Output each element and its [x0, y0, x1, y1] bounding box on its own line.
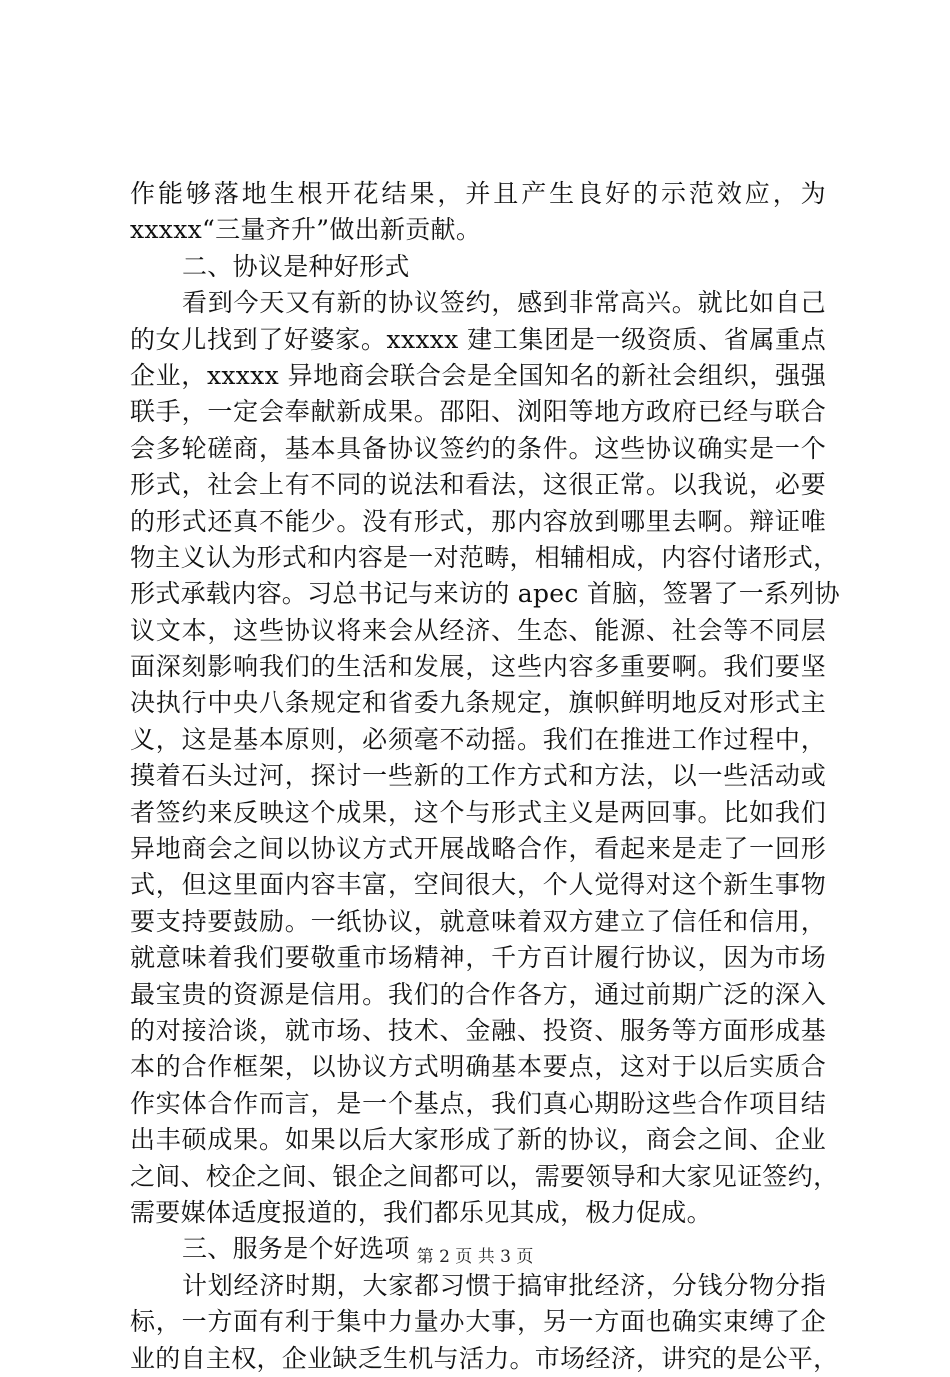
text-line: 形式，社会上有不同的说法和看法，这很正常。以我说，必要 [130, 470, 826, 500]
text-line: 作实体合作而言，是一个基点，我们真心期盼这些合作项目结 [130, 1088, 826, 1118]
text-line: 异地商会之间以协议方式开展战略合作，看起来是走了一回形 [130, 834, 826, 864]
text-line: 之间、校企之间、银企之间都可以，需要领导和大家见证签约， [130, 1161, 839, 1191]
text-line: 计划经济时期，大家都习惯于搞审批经济，分钱分物分指 [182, 1270, 826, 1300]
text-line: 看到今天又有新的协议签约，感到非常高兴。就比如自己 [182, 288, 826, 318]
text-line: 面深刻影响我们的生活和发展，这些内容多重要啊。我们要坚 [130, 652, 826, 682]
text-line: 业的自主权，企业缺乏生机与活力。市场经济，讲究的是公平， [130, 1343, 839, 1373]
text-line: 议文本，这些协议将来会从经济、生态、能源、社会等不同层 [130, 615, 826, 645]
text-line: 需要媒体适度报道的，我们都乐见其成，极力促成。 [130, 1197, 712, 1227]
text-line: 就意味着我们要敬重市场精神，千方百计履行协议，因为市场 [130, 943, 826, 973]
text-line: 摸着石头过河，探讨一些新的工作方式和方法，以一些活动或 [130, 761, 826, 791]
text-line: 形式承载内容。习总书记与来访的 apec 首脑，签署了一系列协 [130, 579, 840, 609]
text-line: 者签约来反映这个成果，这个与形式主义是两回事。比如我们 [130, 797, 826, 827]
text-line: 本的合作框架，以协议方式明确基本要点，这对于以后实质合 [130, 1052, 826, 1082]
text-line: 要支持要鼓励。一纸协议，就意味着双方建立了信任和信用， [130, 906, 826, 936]
text-line: 的形式还真不能少。没有形式，那内容放到哪里去啊。辩证唯 [130, 506, 826, 536]
text-line: 的女儿找到了好婆家。xxxxx 建工集团是一级资质、省属重点 [130, 324, 826, 354]
text-line: 义，这是基本原则，必须毫不动摇。我们在推进工作过程中， [130, 724, 826, 754]
page-number-footer: 第 2 页 共 3 页 [416, 1247, 534, 1267]
text-line: 最宝贵的资源是信用。我们的合作各方，通过前期广泛的深入 [130, 979, 826, 1009]
section-heading: 二、协议是种好形式 [182, 251, 410, 281]
text-line: 物主义认为形式和内容是一对范畴，相辅相成，内容付诸形式， [130, 542, 839, 572]
section-heading: 三、服务是个好选项 [182, 1234, 410, 1264]
text-line: 式，但这里面内容丰富，空间很大，个人觉得对这个新生事物 [130, 870, 826, 900]
text-line: xxxxx“三量齐升”做出新贡献。 [130, 215, 482, 245]
text-line: 的对接洽谈，就市场、技术、金融、投资、服务等方面形成基 [130, 1015, 826, 1045]
text-line: 会多轮磋商，基本具备协议签约的条件。这些协议确实是一个 [130, 433, 826, 463]
text-line: 出丰硕成果。如果以后大家形成了新的协议，商会之间、企业 [130, 1125, 826, 1155]
text-line: 企业，xxxxx 异地商会联合会是全国知名的新社会组织，强强 [130, 360, 826, 390]
text-line: 决执行中央八条规定和省委九条规定，旗帜鲜明地反对形式主 [130, 688, 826, 718]
text-line: 标，一方面有利于集中力量办大事，另一方面也确实束缚了企 [130, 1307, 826, 1337]
text-line: 联手，一定会奉献新成果。邵阳、浏阳等地方政府已经与联合 [130, 397, 826, 427]
document-body [130, 176, 840, 1377]
text-line: 作能够落地生根开花结果，并且产生良好的示范效应，为 [130, 179, 826, 208]
